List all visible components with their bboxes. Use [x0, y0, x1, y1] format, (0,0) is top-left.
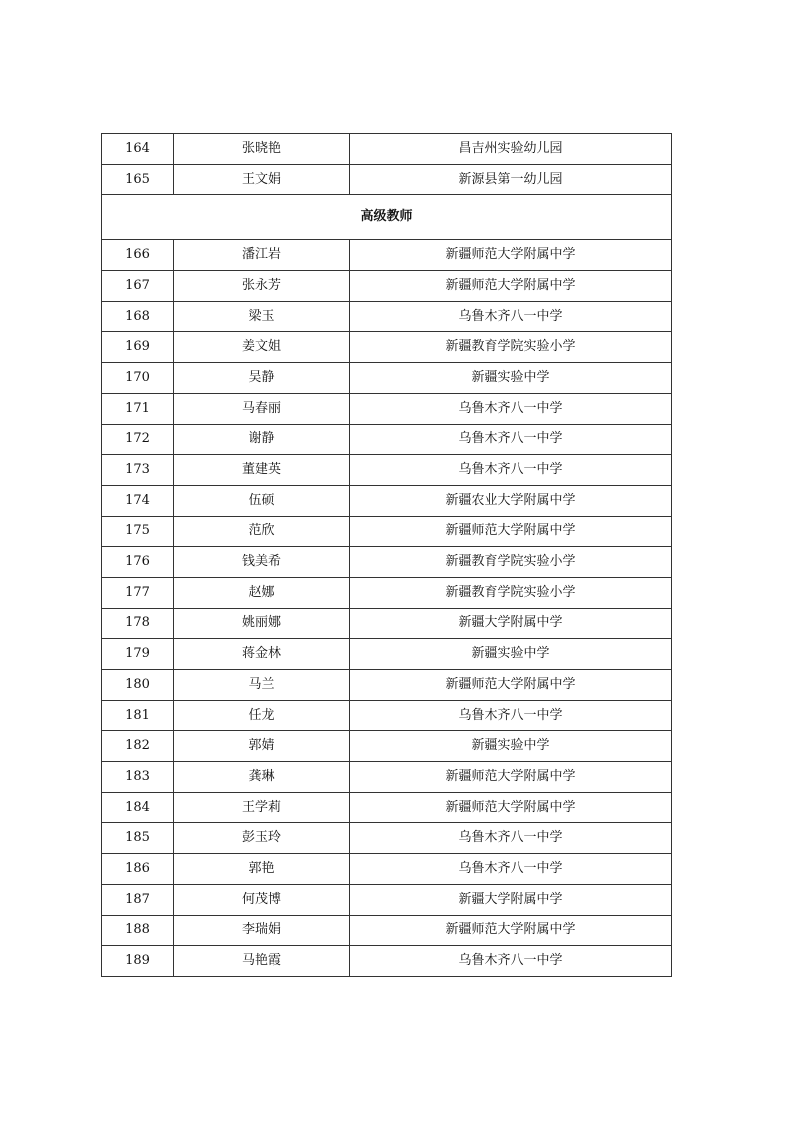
- row-number: 169: [102, 332, 174, 363]
- table-row: [102, 639, 672, 670]
- school-name: 乌鲁木齐八一中学: [350, 854, 672, 885]
- teacher-name: 王文娟: [174, 164, 350, 195]
- teacher-name: 张晓艳: [174, 134, 350, 165]
- school-name: 乌鲁木齐八一中学: [350, 301, 672, 332]
- school-name: 新疆师范大学附属中学: [350, 792, 672, 823]
- table-row: [102, 485, 672, 516]
- table-row: [102, 884, 672, 915]
- teacher-name: 伍硕: [174, 485, 350, 516]
- row-number: 172: [102, 424, 174, 455]
- roster-table: [101, 133, 672, 977]
- teacher-name: 吴静: [174, 363, 350, 394]
- school-name: 昌吉州实验幼儿园: [350, 134, 672, 165]
- table-row: [102, 363, 672, 394]
- row-number: 174: [102, 485, 174, 516]
- school-name: 新疆师范大学附属中学: [350, 271, 672, 302]
- school-name: 新疆实验中学: [350, 731, 672, 762]
- teacher-name: 马艳霞: [174, 946, 350, 977]
- roster-body: [102, 134, 672, 977]
- table-row: [102, 854, 672, 885]
- school-name: 乌鲁木齐八一中学: [350, 700, 672, 731]
- table-row: [102, 762, 672, 793]
- row-number: 189: [102, 946, 174, 977]
- table-row: [102, 700, 672, 731]
- table-row: [102, 823, 672, 854]
- table-row: [102, 792, 672, 823]
- school-name: 乌鲁木齐八一中学: [350, 823, 672, 854]
- row-number: 185: [102, 823, 174, 854]
- row-number: 168: [102, 301, 174, 332]
- school-name: 新疆师范大学附属中学: [350, 915, 672, 946]
- teacher-name: 彭玉玲: [174, 823, 350, 854]
- table-row: [102, 608, 672, 639]
- school-name: 乌鲁木齐八一中学: [350, 455, 672, 486]
- school-name: 乌鲁木齐八一中学: [350, 946, 672, 977]
- table-row: [102, 424, 672, 455]
- school-name: 新疆师范大学附属中学: [350, 240, 672, 271]
- teacher-name: 马兰: [174, 670, 350, 701]
- table-row: [102, 271, 672, 302]
- school-name: 新疆师范大学附属中学: [350, 516, 672, 547]
- school-name: 乌鲁木齐八一中学: [350, 393, 672, 424]
- row-number: 180: [102, 670, 174, 701]
- table-row: [102, 731, 672, 762]
- teacher-name: 任龙: [174, 700, 350, 731]
- table-row: [102, 946, 672, 977]
- school-name: 新疆教育学院实验小学: [350, 332, 672, 363]
- section-title: 高级教师: [102, 195, 672, 240]
- row-number: 187: [102, 884, 174, 915]
- row-number: 165: [102, 164, 174, 195]
- school-name: 新疆师范大学附属中学: [350, 762, 672, 793]
- teacher-name: 赵娜: [174, 577, 350, 608]
- teacher-name: 郭婧: [174, 731, 350, 762]
- table-row: [102, 577, 672, 608]
- table-row: [102, 332, 672, 363]
- teacher-name: 谢静: [174, 424, 350, 455]
- teacher-name: 范欣: [174, 516, 350, 547]
- section-header-row: [102, 195, 672, 240]
- row-number: 184: [102, 792, 174, 823]
- school-name: 新源县第一幼儿园: [350, 164, 672, 195]
- school-name: 乌鲁木齐八一中学: [350, 424, 672, 455]
- table-row: [102, 455, 672, 486]
- school-name: 新疆实验中学: [350, 639, 672, 670]
- row-number: 178: [102, 608, 174, 639]
- table-row: [102, 134, 672, 165]
- row-number: 179: [102, 639, 174, 670]
- school-name: 新疆大学附属中学: [350, 884, 672, 915]
- row-number: 183: [102, 762, 174, 793]
- teacher-name: 李瑞娟: [174, 915, 350, 946]
- school-name: 新疆教育学院实验小学: [350, 577, 672, 608]
- table-row: [102, 547, 672, 578]
- teacher-name: 姚丽娜: [174, 608, 350, 639]
- row-number: 175: [102, 516, 174, 547]
- table-row: [102, 670, 672, 701]
- row-number: 171: [102, 393, 174, 424]
- teacher-name: 姜文姐: [174, 332, 350, 363]
- table-row: [102, 915, 672, 946]
- row-number: 164: [102, 134, 174, 165]
- school-name: 新疆大学附属中学: [350, 608, 672, 639]
- row-number: 173: [102, 455, 174, 486]
- school-name: 新疆师范大学附属中学: [350, 670, 672, 701]
- school-name: 新疆教育学院实验小学: [350, 547, 672, 578]
- teacher-name: 张永芳: [174, 271, 350, 302]
- row-number: 186: [102, 854, 174, 885]
- teacher-name: 梁玉: [174, 301, 350, 332]
- school-name: 新疆实验中学: [350, 363, 672, 394]
- table-row: [102, 301, 672, 332]
- row-number: 177: [102, 577, 174, 608]
- row-number: 167: [102, 271, 174, 302]
- table-row: [102, 516, 672, 547]
- teacher-name: 潘江岩: [174, 240, 350, 271]
- row-number: 182: [102, 731, 174, 762]
- teacher-name: 王学莉: [174, 792, 350, 823]
- teacher-name: 蒋金林: [174, 639, 350, 670]
- table-row: [102, 393, 672, 424]
- row-number: 170: [102, 363, 174, 394]
- table-row: [102, 240, 672, 271]
- row-number: 166: [102, 240, 174, 271]
- table-row: [102, 164, 672, 195]
- teacher-name: 龚琳: [174, 762, 350, 793]
- row-number: 188: [102, 915, 174, 946]
- teacher-name: 何茂博: [174, 884, 350, 915]
- teacher-name: 董建英: [174, 455, 350, 486]
- teacher-name: 钱美希: [174, 547, 350, 578]
- teacher-name: 郭艳: [174, 854, 350, 885]
- row-number: 176: [102, 547, 174, 578]
- row-number: 181: [102, 700, 174, 731]
- teacher-name: 马春丽: [174, 393, 350, 424]
- school-name: 新疆农业大学附属中学: [350, 485, 672, 516]
